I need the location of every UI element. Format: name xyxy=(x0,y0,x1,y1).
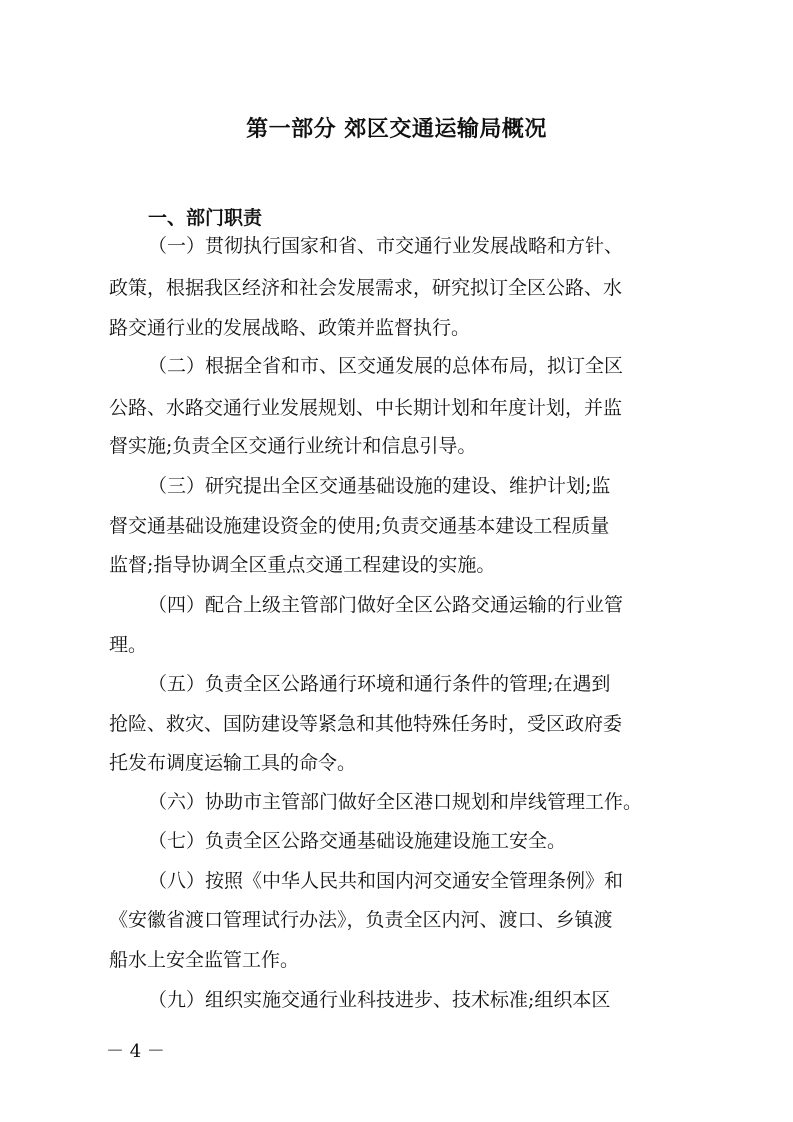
duty-8-line-3: 船水上安全监管工作。 xyxy=(109,949,300,971)
duty-6-line-1: （六）协助市主管部门做好全区港口规划和岸线管理工作。 xyxy=(148,791,643,813)
duty-5-line-2: 抢险、救灾、国防建设等紧急和其他特殊任务时，受区政府委 xyxy=(109,713,623,735)
duty-3-line-1: （三）研究提出全区交通基础设施的建设、维护计划;监 xyxy=(148,475,611,497)
section-heading: 一、部门职责 xyxy=(148,207,263,229)
page-title: 第一部分 郊区交通运输局概况 xyxy=(246,117,547,142)
duty-5-line-3: 托发布调度运输工具的命令。 xyxy=(109,752,357,774)
duty-2-line-2: 公路、水路交通行业发展规划、中长期计划和年度计划，并监 xyxy=(109,397,623,419)
duty-8-line-1: （八）按照《中华人民共和国内河交通安全管理条例》和 xyxy=(148,870,624,892)
duty-4-line-2: 理。 xyxy=(109,634,148,656)
duty-1-line-1: （一）贯彻执行国家和省、市交通行业发展战略和方针、 xyxy=(148,235,624,257)
duty-4-line-1: （四）配合上级主管部门做好全区公路交通运输的行业管 xyxy=(148,594,624,616)
duty-7-line-1: （七）负责全区公路交通基础设施建设施工安全。 xyxy=(148,830,567,852)
duty-3-line-2: 督交通基础设施建设资金的使用;负责交通基本建设工程质量 xyxy=(109,515,610,537)
page-number: － 4 － xyxy=(106,1041,165,1062)
duty-9-line-1: （九）组织实施交通行业科技进步、技术标准;组织本区 xyxy=(148,989,611,1011)
duty-1-line-2: 政策，根据我区经济和社会发展需求，研究拟订全区公路、水 xyxy=(109,277,623,299)
duty-2-line-3: 督实施;负责全区交通行业统计和信息引导。 xyxy=(109,435,477,457)
duty-5-line-1: （五）负责全区公路通行环境和通行条件的管理;在遇到 xyxy=(148,673,611,695)
duty-1-line-3: 路交通行业的发展战略、政策并监督执行。 xyxy=(109,317,471,339)
duty-2-line-1: （二）根据全省和市、区交通发展的总体布局，拟订全区 xyxy=(148,355,624,377)
duty-3-line-3: 监督;指导协调全区重点交通工程建设的实施。 xyxy=(109,554,496,576)
duty-8-line-2: 《安徽省渡口管理试行办法》，负责全区内河、渡口、乡镇渡 xyxy=(109,909,613,931)
